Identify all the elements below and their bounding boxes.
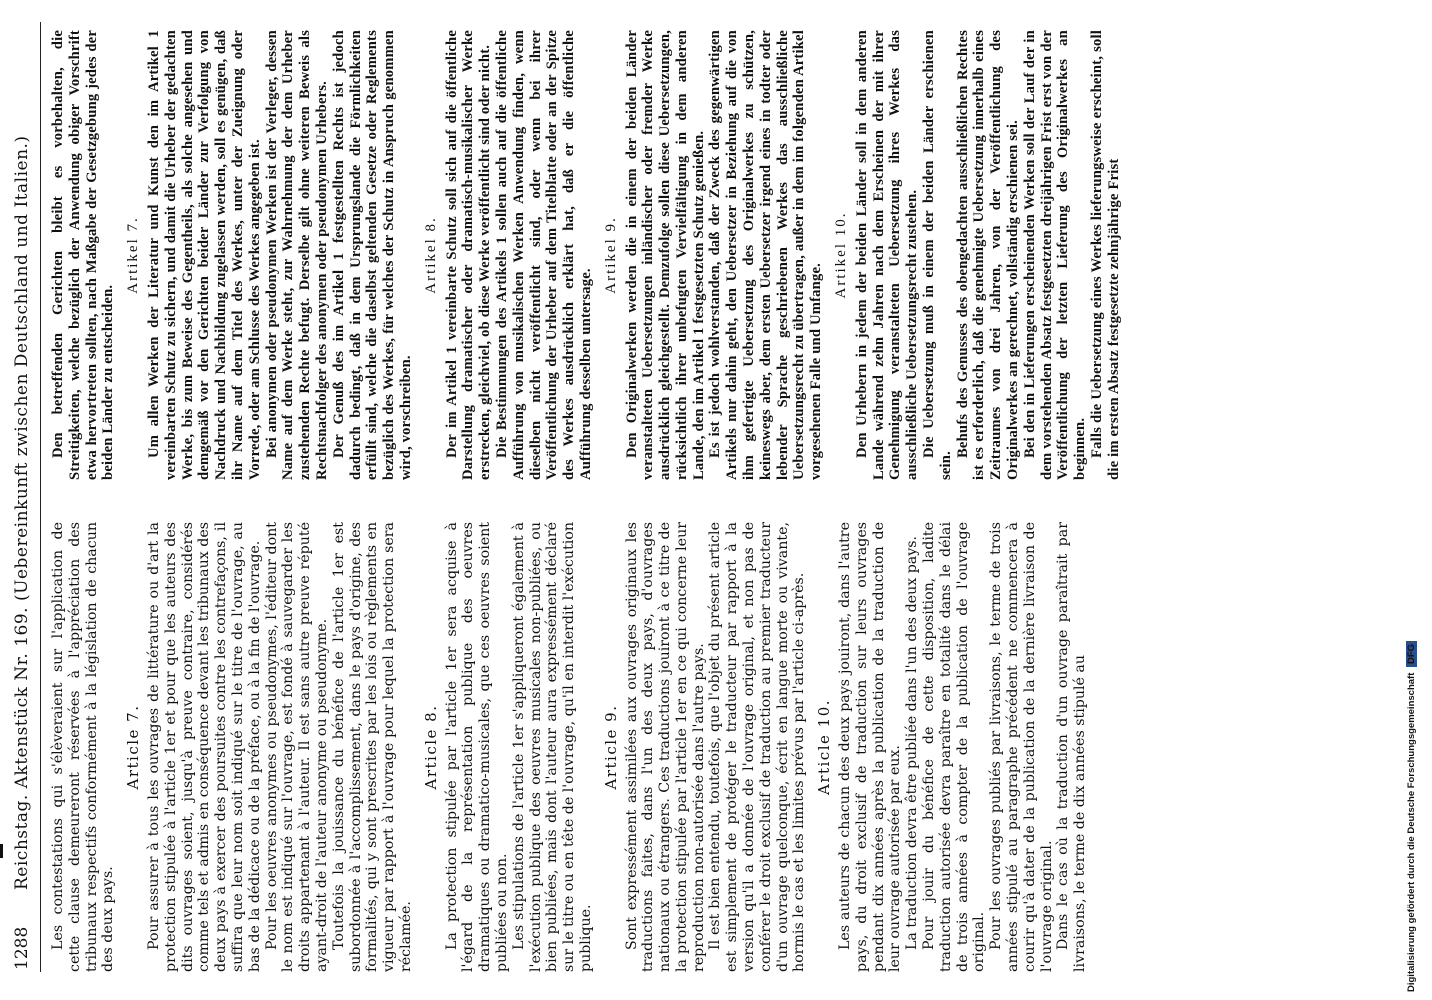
paragraph: Les contestations qui s'élèveraient sur l'application de cette clause demeureront réservées à l'appréciation des tribunaux respectifs conformément à la législation de chacun des deux pays. bbox=[50, 522, 117, 972]
paragraph: Bei den in Lieferungen erscheinenden Werken soll der Lauf der in dem vorstehenden Absatz festgesetzten dreijährigen Frist erst von der Veröffentlichung der letzten Lieferung des Originalwerkes an beginnen. bbox=[1021, 30, 1089, 480]
running-header bbox=[10, 25, 42, 970]
paragraph: La protection stipulée par l'article 1er sera acquise à l'égard de la représentation publique des oeuvres dramatiques ou dramatico-musicales, que ces oeuvres soient publiées ou non. bbox=[443, 522, 510, 972]
paragraph: Die Bestimmungen des Artikels 1 sollen auch auf die öffentliche Aufführung von musikalischen Werken Anwendung finden, wenn dieselben nicht veröffentlicht sind, oder wenn bei ihrer Veröffentlichung der Urheber auf dem Titelblatte oder an der Spitze des Werkes ausdrücklich erklärt hat, daß er die öffentliche Aufführung desselben untersage. bbox=[493, 30, 594, 480]
paragraph: Der im Artikel 1 vereinbarte Schutz soll sich auf die öffentliche Darstellung dramatischer oder dramatisch-musikalischer Werke erstrecken, gleichviel, ob diese Werke veröffentlicht sind oder nicht. bbox=[443, 30, 494, 480]
article-heading: Artikel 9. bbox=[602, 216, 619, 294]
paragraph: Den Urhebern in jedem der beiden Länder soll in dem anderen Lande während zehn Jahren nach dem Erscheinen der mit ihrer Genehmigung veranstalteten Uebersetzung ihres Werkes das ausschließliche Uebersetzungsrecht zustehen. bbox=[853, 30, 921, 480]
article-heading: Article 10. bbox=[815, 698, 834, 796]
paragraph: Den betreffenden Gerichten bleibt es vorbehalten, die Streitigkeiten, welche bezüglich der Anwendung obiger Vorschrift etwa hervortreten sollten, nach Maßgabe der Gesetzgebung jedes der beiden Länder zu entscheiden. bbox=[50, 30, 117, 480]
paragraph: Bei anonymen oder pseudonymen Werken ist der Verleger, dessen Name auf dem Werke steht, zur Wahrnehmung der dem Urheber zustehenden Rechte befugt. Derselbe gilt ohne weiteren Beweis als Rechtsnachfolger des anonymen oder pseudonymen Urhebers. bbox=[263, 30, 330, 480]
article-heading: Article 8. bbox=[421, 704, 440, 790]
paragraph: La traduction devra être publiée dans l'un des deux pays. bbox=[904, 535, 921, 950]
paragraph: Pour les ouvrages publiés par livraisons, le terme de trois années stipulé au paragraphe précédent ne commencera à courir qu'à dater de la publication de la dernière livraison de l'ouvrage original. bbox=[988, 522, 1055, 972]
paragraph: Les auteurs de chacun des deux pays jouiront, dans l'autre pays, du droit exclusif de traduction sur leurs ouvrages pendant dix années après la publication de la traduction de leur ouvrage autorisée par eux. bbox=[837, 522, 904, 972]
scan-edge-mark bbox=[0, 844, 3, 858]
paragraph: Es ist jedoch wohlverstanden, daß der Zweck des gegenwärtigen Artikels nur dahin geht, den Uebersetzer in Beziehung auf die von ihm gefertigte Uebersetzung des Originalwerkes zu schützen, keineswegs aber, dem ersten Uebersetzer irgend eines in todter oder lebender Sprache geschriebenen Werkes das ausschließliche Uebersetzungsrecht zu übertragen, außer in dem im folgenden Artikel vorgesehenen Falle und Umfange. bbox=[707, 30, 825, 480]
article-heading: Artikel 10. bbox=[833, 211, 850, 299]
digitization-note-text: Digitalisierung gefördert durch die Deutsche Forschungsgemeinschaft bbox=[1406, 672, 1417, 992]
dfg-logo: DFG bbox=[1406, 641, 1417, 667]
paragraph: Behufs des Genusses des obengedachten ausschließlichen Rechtes ist es erforderlich, daß die genehmigte Uebersetzung innerhalb eines Zeitraumes von drei Jahren, von der Veröffentlichung des Originalwerkes an gerechnet, vollständig erschienen sei. bbox=[954, 30, 1022, 480]
paragraph: Sont expressément assimilées aux ouvrages originaux les traductions faites, dans l'un des deux pays, d'ouvrages nationaux ou étrangers. Ces traductions jouiront à ce titre de la protection stipulée par l'article 1er en ce qui concerne leur reproduction non-autorisée dans l'autre pays. bbox=[623, 522, 707, 972]
paragraph: Die Uebersetzung muß in einem der beiden Länder erschienen sein. bbox=[921, 30, 954, 480]
article-heading: Artikel 8. bbox=[422, 216, 439, 294]
article-heading: Article 7. bbox=[124, 704, 143, 790]
paragraph: Il est bien entendu, toutefois, que l'objet du présent article est simplement de protéger le traducteur par rapport à la version qu'il a donnée de l'ouvrage original, et non pas de conférer le droit exclusif de traduction au premier traducteur d'un ouvrage quelconque, écrit en langue morte ou vivante, hormis le cas et les limites prévus par l'article ci-après. bbox=[707, 522, 808, 972]
paragraph: Pour assurer à tous les ouvrages de littérature ou d'art la protection stipulée à l'article 1er et pour que les auteurs des dits ouvrages soient, jusqu'à preuve contraire, considérés comme tels et admis en conséquence devant les tribunaux des deux pays à exercer des poursuites contre les contrefaçons, il suffira que leur nom soit indiqué sur le titre de l'ouvrage, au bas de la dédicace ou de la préface, ou à la fin de l'ouvrage. bbox=[145, 522, 263, 972]
paragraph: Der Genuß des im Artikel 1 festgestellten Rechts ist jedoch dadurch bedingt, daß in dem Ursprungslande die Förmlichkeiten erfüllt sind, welche die daselbst geltenden Gesetze oder Reglements bezüglich des Werkes, für welches der Schutz in Anspruch genommen wird, vorschreiben. bbox=[330, 30, 414, 480]
paragraph: Dans le cas où la traduction d'un ouvrage paraîtrait par livraisons, le terme de dix années stipulé au bbox=[1055, 522, 1089, 972]
french-column bbox=[50, 522, 1430, 972]
header-rule bbox=[40, 22, 41, 972]
paragraph: Pour jouir du bénéfice de cette disposition, ladite traduction autorisée devra paraître en totalité dans le délai de trois années à compter de la publication de l'ouvrage original. bbox=[921, 522, 988, 972]
paragraph: Falls die Uebersetzung eines Werkes lieferungsweise erscheint, soll die im ersten Absatz festgesetzte zehnjährige Frist bbox=[1089, 30, 1122, 480]
running-title: Reichstag. Aktenstück Nr. 169. (Uebereinkunft zwischen Deutschland und Italien.) bbox=[12, 135, 32, 890]
article-heading: Article 9. bbox=[601, 704, 620, 790]
page-number: 1288 bbox=[12, 926, 32, 970]
digitization-note bbox=[1406, 8, 1428, 992]
paragraph: Um allen Werken der Literatur und Kunst den im Artikel 1 vereinbarten Schutz zu sichern, und damit die Urheber der gedachten Werke, bis zum Beweise des Gegentheils, als solche angesehen und demgemäß vor den Gerichten beider Länder zur Verfolgung von Nachdruck und Nachbildung zugelassen werden, soll es genügen, daß ihr Name auf dem Titel des Werkes, unter der Zueignung oder Vorrede, oder am Schlusse des Werkes angegeben ist. bbox=[145, 30, 263, 480]
paragraph: Les stipulations de l'article 1er s'appliqueront également à l'exécution publique des oeuvres musicales non-publiées, ou bien publiées, mais dont l'auteur aura expressément déclaré sur le titre ou en tête de l'ouvrage, qu'il en interdit l'exécution publique. bbox=[510, 522, 594, 972]
paragraph: Den Originalwerken werden die in einem der beiden Länder veranstalteten Uebersetzungen inländischer oder fremder Werke ausdrücklich gleichgestellt. Demzufolge sollen diese Uebersetzungen, rücksichtlich ihrer unbefugten Vervielfältigung in dem anderen Lande, den im Artikel 1 festgesetzten Schutz genießen. bbox=[623, 30, 707, 480]
paragraph: Pour les oeuvres anonymes ou pseudonymes, l'éditeur dont le nom est indiqué sur l'ouvrage, est fondé à sauvegarder les droits appartenant à l'auteur. Il est sans autre preuve réputé ayant-droit de l'auteur anonyme ou pseudonyme. bbox=[263, 522, 330, 972]
german-column bbox=[50, 30, 1430, 480]
paragraph: Toutefois la jouissance du bénéfice de l'article 1er est subordonnée à l'accomplissement, dans le pays d'origine, des formalités, qui y sont prescrites par les lois ou règlements en vigueur par rapport à l'ouvrage pour lequel la protection sera réclamée. bbox=[330, 522, 414, 972]
article-heading: Artikel 7. bbox=[125, 216, 142, 294]
